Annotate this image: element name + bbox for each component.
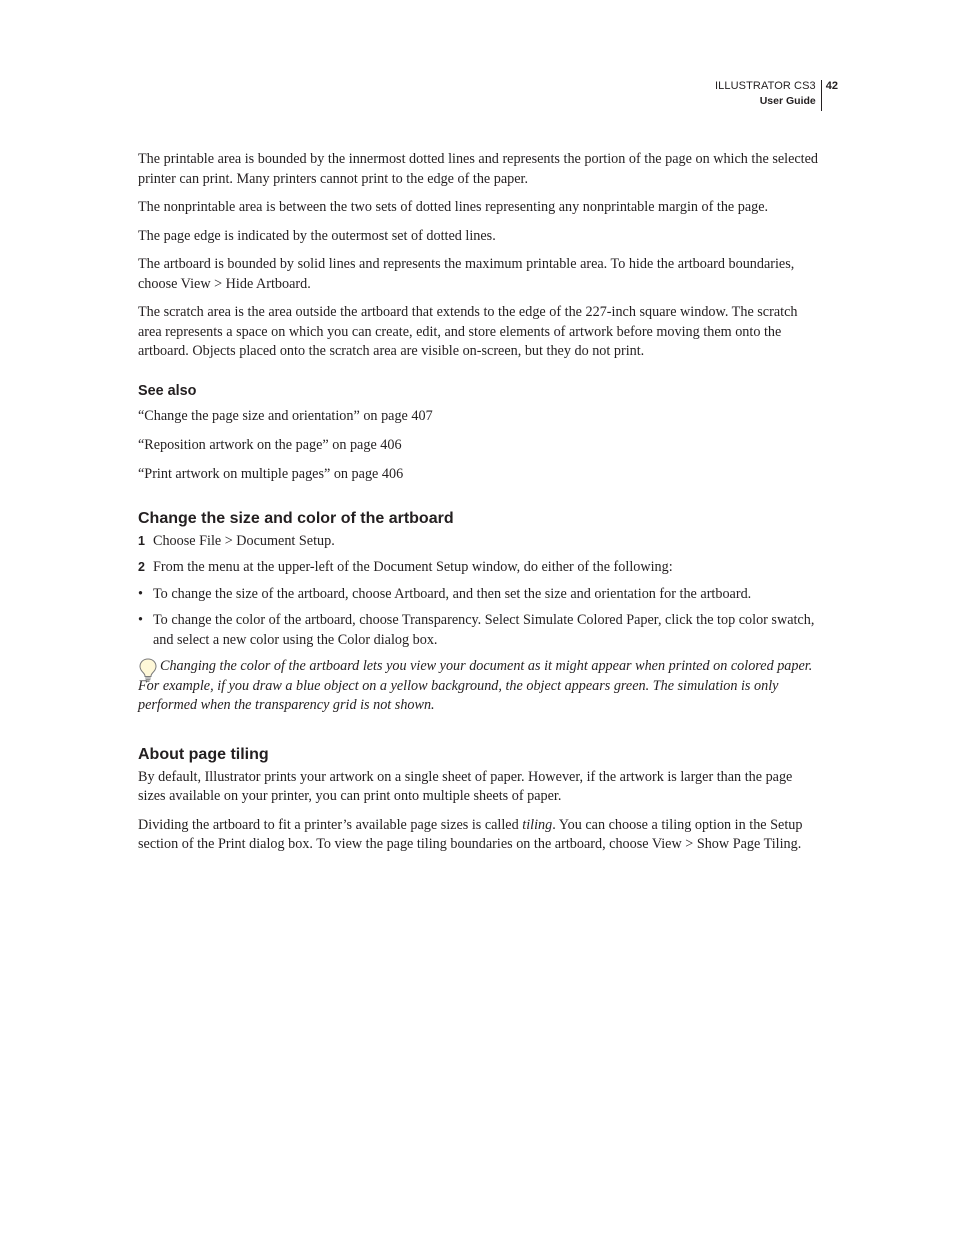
step-text: Choose File > Document Setup. [153,532,335,549]
step-number: 1 [138,533,145,548]
see-also-link[interactable]: “Change the page size and orientation” on page 407 [138,407,433,424]
tiling-text: . You can choose a tiling option in the Setup section of the Print dialog box. To view the page tiling boundaries on the artboard, choose View > Show Page Tiling. [138,816,803,852]
step-item [138,558,818,578]
step-text: From the menu at the upper-left of the Document Setup window, do either of the following: [153,559,673,575]
bullet-text: To change the size of the artboard, choose Artboard, and then set the size and orientation for the artboard. [153,585,752,602]
header-product-title: ILLUSTRATOR CS3 [715,80,816,92]
tiling-term: tiling [522,816,553,833]
spacer [138,494,818,508]
bullet-text: To change the color of the artboard, choose Transparency. Select Simulate Colored Paper, click the top color swatch, and select a new color using the Color dialog box. [153,612,815,648]
tiling-section-heading: About page tiling [138,745,269,763]
see-also-heading: See also [138,382,197,399]
see-also-link[interactable]: “Print artwork on multiple pages” on page 406 [138,465,404,482]
bullet-item [138,611,818,650]
bullet-mark: • [138,612,143,628]
see-also-link[interactable]: “Reposition artwork on the page” on page 406 [138,436,402,453]
tip-note [138,657,818,716]
tiling-paragraph: By default, Illustrator prints your artwork on a single sheet of paper. However, if the artwork is larger than the page sizes available on your printer, you can print onto multiple sheets of paper. [138,768,793,804]
bullet-mark: • [138,585,143,602]
page-content [138,150,818,864]
header-guide-title: User Guide [759,95,816,107]
page-number: 42 [825,80,838,92]
running-header [715,79,838,111]
step-item [138,532,818,552]
tiling-text: Dividing the artboard to fit a printer’s available page sizes is called [138,816,523,833]
intro-paragraph: The scratch area is the area outside the artboard that extends to the edge of the 227-inch square window. The scratch area represents a space on which you can create, edit, and store elements of artwork before moving them onto the artboard. Objects placed onto the scratch area are visible on-screen, but they do not print. [138,304,798,359]
intro-paragraph: The artboard is bounded by solid lines and represents the maximum printable area. To hide the artboard boundaries, choose View > Hide Artboard. [138,256,795,292]
tip-text: Changing the color of the artboard lets you view your document as it might appear when printed on colored paper. For example, if you draw a blue object on a yellow background, the object appears green. The simulation is only performed when the transparency grid is not shown. [138,658,813,713]
lightbulb-icon [138,657,158,683]
step-number: 2 [138,560,145,574]
artboard-section-heading: Change the size and color of the artboard [138,509,454,527]
intro-paragraph: The page edge is indicated by the outermost set of dotted lines. [138,227,496,244]
header-text [715,79,821,111]
tiling-paragraph [138,816,818,855]
intro-paragraph: The printable area is bounded by the innermost dotted lines and represents the portion of the page on which the selected printer can print. Many printers cannot print to the edge of the paper. [138,151,819,187]
intro-paragraph: The nonprintable area is between the two sets of dotted lines representing any nonprintable margin of the page. [138,199,769,215]
bullet-item [138,585,818,605]
